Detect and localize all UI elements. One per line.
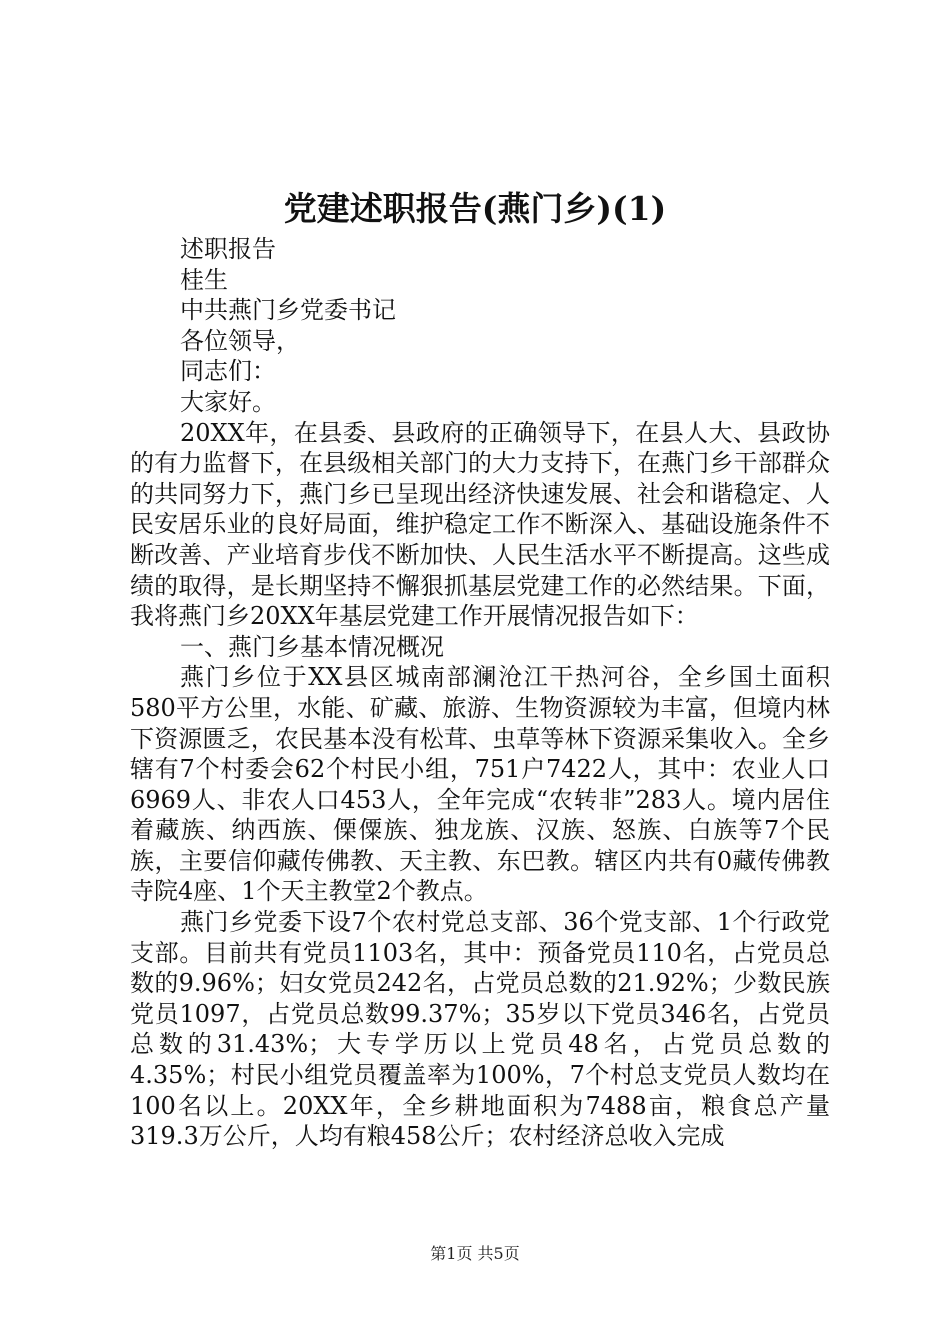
- header-line-salutation-leaders: 各位领导，: [180, 326, 300, 355]
- paragraph-intro: 20XX年，在县委、县政府的正确领导下，在县人大、县政协的有力监督下，在县级相关部门的大力支持下，在燕门乡干部群众的共同努力下，燕门乡已呈现出经济快速发展、社会和谐稳定、人民安居乐业的良好局面，维护稳定工作不断深入、基础设施条件不断改善、产业培育步伐不断加快、人民生活水平不断提高。这些成绩的取得，是长期坚持不懈狠抓基层党建工作的必然结果。下面，我将燕门乡20XX年基层党建工作开展情况报告如下：: [130, 418, 830, 631]
- section-heading-basic-info: 一、燕门乡基本情况概况: [180, 632, 444, 661]
- header-line-salutation-comrades: 同志们：: [180, 357, 276, 386]
- paragraph-township-overview: 燕门乡位于XX县区城南部澜沧江干热河谷，全乡国土面积580平方公里，水能、矿藏、旅游、生物资源较为丰富，但境内林下资源匮乏，农民基本没有松茸、虫草等林下资源采集收入。全乡辖有7个村委会62个村民小组，751户7422人，其中：农业人口6969人、非农人口453人，全年完成“农转非”283人。境内居住着藏族、纳西族、傈僳族、独龙族、汉族、怒族、白族等7个民族，主要信仰藏传佛教、天主教、东巴教。辖区内共有0藏传佛教寺院4座、1个天主教堂2个教点。: [130, 663, 830, 906]
- header-line-author: 桂生: [180, 265, 228, 294]
- page-number-footer: 第1页 共5页: [430, 1244, 520, 1263]
- document-title: 党建述职报告(燕门乡)(1): [283, 189, 667, 228]
- header-line-greeting: 大家好。: [180, 387, 276, 416]
- header-line-position: 中共燕门乡党委书记: [180, 296, 396, 325]
- document-body: [130, 234, 830, 1152]
- header-line-report: 述职报告: [180, 235, 276, 263]
- paragraph-party-organization: 燕门乡党委下设7个农村党总支部、36个党支部、1个行政党支部。目前共有党员1103名，其中：预备党员110名，占党员总数的9.96%；妇女党员242名，占党员总数的21.92%；少数民族党员1097，占党员总数99.37%；35岁以下党员346名，占党员总数的31.43%；大专学历以上党员48名，占党员总数的4.35%；村民小组党员覆盖率为100%，7个村总支党员人数均在100名以上。20XX年，全乡耕地面积为7488亩，粮食总产量319.3万公斤，人均有粮458公斤；农村经济总收入完成: [130, 908, 830, 1151]
